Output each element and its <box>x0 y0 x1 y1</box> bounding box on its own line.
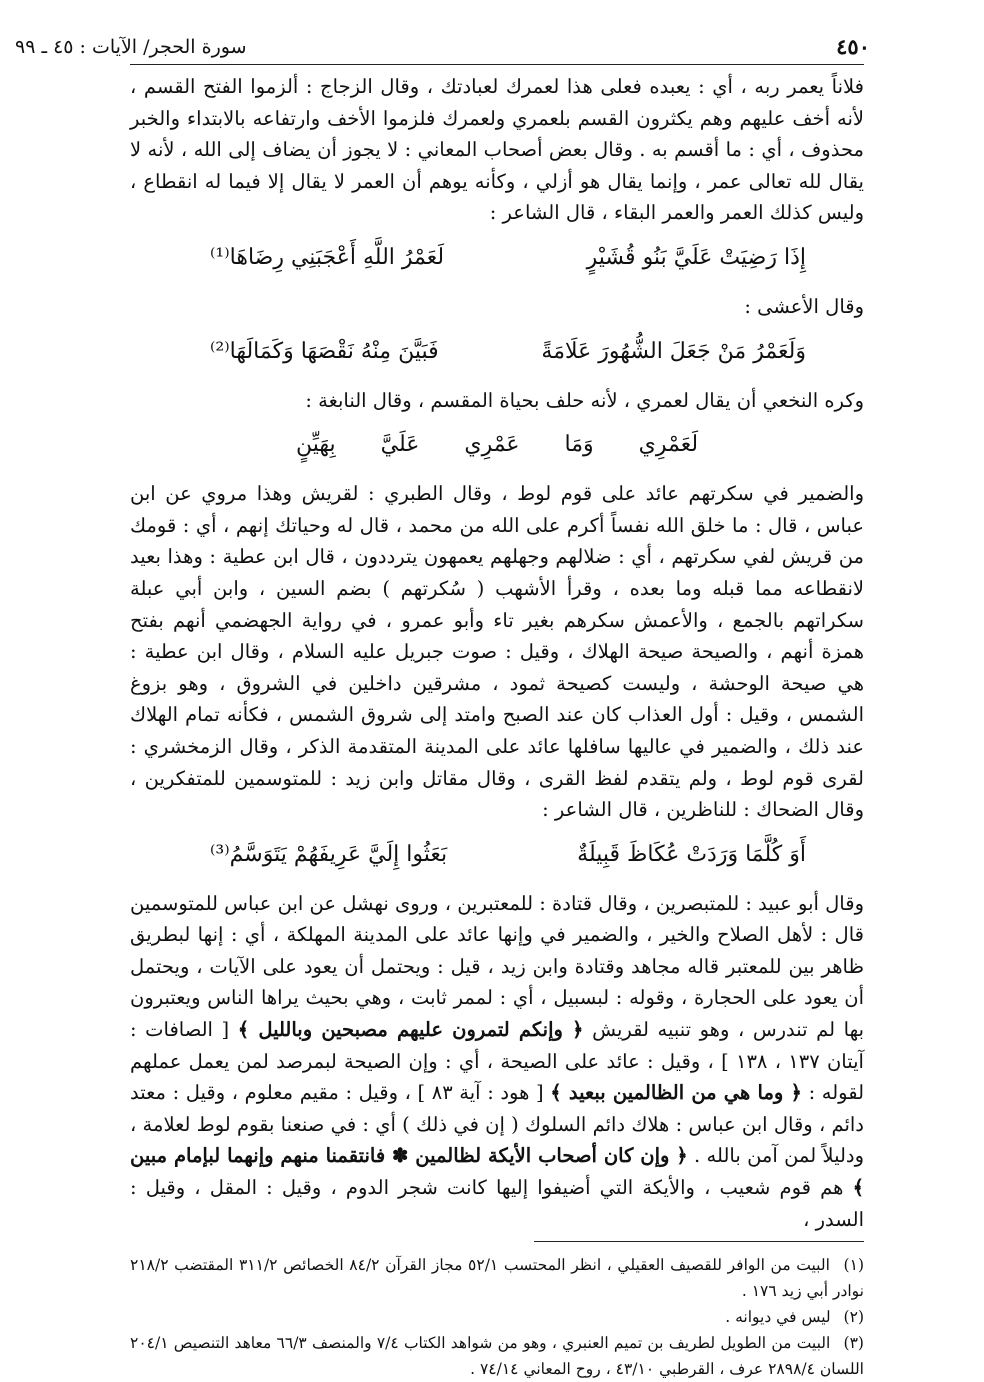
verse-1-first-hemistich: إِذَا رَضِيَتْ عَلَيَّ بَنُو قُشَيْرٍ <box>586 244 806 270</box>
footnote-2 <box>130 1304 864 1330</box>
verse-3-line: لَعَمْرِي وَمَا عَمْرِي عَلَيَّ بِهَيِّنٍ <box>295 432 699 458</box>
paragraph-5 <box>130 888 864 1236</box>
verse-4 <box>130 828 864 882</box>
verse-1-second-hemistich: لَعَمْرُ اللَّهِ أَعْجَبَنِي رِضَاهَا⁽¹⁾ <box>210 244 445 270</box>
quran-quote-1: ﴿ وإنكم لتمرون عليهم مصبحين وبالليل ﴾ <box>237 1018 584 1042</box>
footnote-2-text: ليس في ديوانه . <box>725 1308 831 1327</box>
quran-quote-2: ﴿ وما هي من الظالمين ببعيد ﴾ <box>550 1081 802 1105</box>
page-number: ٤٥٠ <box>836 34 870 59</box>
verse-2 <box>130 325 864 379</box>
header-title: سورة الحجر/ الآيات : ٤٥ ـ ٩٩ <box>15 36 247 58</box>
footnote-3-text: البيت من الطويل لطريف بن تميم العنبري ، وهو من شواهد الكتاب ٧/٤ والمنصف ٦٦/٣ معاهد التنصيص ٢٠٤/١ اللسان ٢٨٩٨/٤ عرف ، القرطبي ٤٣/١٠ ، روح المعاني ٧٤/١٤ . <box>130 1334 864 1379</box>
paragraph-5-part-a: وقال أبو عبيد : للمتبصرين ، وقال قتادة : للمعتبرين ، وروى نهشل عن ابن عباس للمتوسمين قال : لأهل الصلاح والخير ، والضمير في وإنها عائد على المدينة المهلكة ، أي : إنها لبطريق ظاهر بين للمعتبر قاله مجاهد وقتادة وابن زيد ، قيل : ويحتمل أن يعود على الآيات ، ويحتمل أن يعود على الحجارة ، وقوله : لبسبيل ، أي : لممر ثابت ، وهي بحيث يراها الناس ويعتبرون بها لم تندرس ، وهو تنبيه لقريش <box>130 891 864 1042</box>
verse-3 <box>130 418 864 472</box>
footnote-3-number: (٣) <box>843 1334 864 1353</box>
footnote-separator <box>534 1241 864 1242</box>
running-header <box>15 34 870 65</box>
verse-1 <box>130 231 864 285</box>
paragraph-5-part-d: هم قوم شعيب ، والأيكة التي أضيفوا إليها كانت شجر الدوم ، وقيل : المقل ، وقيل : السدر ، <box>130 1176 864 1231</box>
paragraph-5-part-c: [ هود : آية ٨٣ ] ، وقيل : مقيم معلوم ، وقيل : معتد دائم ، وقال ابن عباس : هلاك دائم السلوك ( إن في ذلك ) أي : في صنعنا بقوم لوط لعلامة ، ودليلاً لمن آمن بالله . <box>130 1081 864 1168</box>
verse-4-first-hemistich: أَوَ كُلَّمَا وَرَدَتْ عُكَاظَ قَبِيلَةٌ <box>577 841 806 867</box>
footnote-1 <box>130 1252 864 1304</box>
paragraph-1: فلاناً يعمر ربه ، أي : يعبده فعلى هذا لعمرك لعبادتك ، وقال الزجاج : ألزموا الفتح القسم ، لأنه أخف عليهم وهم يكثرون القسم بلعمري ولعمرك فلزموا الأخف وارتفاعه بالابتداء والخبر محذوف ، أي : ما أقسم به . وقال بعض أصحاب المعاني : لا يجوز أن يضاف إلى الله ، لأنه لا يقال لله تعالى عمر ، وإنما يقال هو أزلي ، وكأنه يوهم أن العمر لا يقال إلا فيما له انقطاع ، وليس كذلك العمر والعمر البقاء ، قال الشاعر : <box>130 75 864 225</box>
paragraph-5-part-b: [ الصافات : آيتان ١٣٧ ، ١٣٨ ] ، وقيل : عائد على الصيحة ، أي : وإن الصيحة لبمرصد لمن يعمل عملهم لقوله : <box>130 1018 865 1105</box>
verse-2-second-hemistich: فَبَيَّنَ مِنْهُ نَقْصَهَا وَكَمَالَهَا⁽²⁾ <box>210 338 439 364</box>
footnote-1-text: البيت من الوافر للقصيف العقيلي ، انظر المحتسب ٥٢/١ مجاز القرآن ٨٤/٢ الخصائص ٣١١/٢ المقتضب ٢١٨/٢ نوادر أبي زيد ١٧٦ . <box>130 1256 864 1301</box>
paragraph-4: والضمير في سكرتهم عائد على قوم لوط ، وقال الطبري : لقريش وهذا مروي عن ابن عباس ، قال : ما خلق الله نفساً أكرم على الله من محمد ، قال له وحياتك إنهم ، أي : قومك من قريش لفي سكرتهم ، أي : ضلالهم وجهلهم يعمهون يترددون ، قال ابن عطية : وهذا بعيد لانقطاعه مما قبله وما بعده ، وقرأ الأشهب ( سُكرتهم ) بضم السين ، وابن أبي عبلة سكراتهم بالجمع ، والأعمش سكرهم بغير تاء وأبو عمرو ، في رواية الجهضمي أنهم بفتح همزة أنهم ، والصيحة صيحة الهلاك ، وقيل : صوت جبريل عليه السلام ، وقال ابن عطية : هي صيحة الوحشة ، وليست كصيحة ثمود ، مشرقين داخلين في الشروق ، وهو بزوغ الشمس ، وقيل : أول العذاب كان عند الصبح وامتد إلى شروق الشمس ، فكأنه تمام الهلاك عند ذلك ، والضمير في عاليها سافلها عائد على المدينة المتقدمة الذكر ، وقال الزمخشري : لقرى قوم لوط ، ولم يتقدم لفظ القرى ، وقال مقاتل وابن زيد : للمتوسمين للمتفكرين ، وقال الضحاك : للناظرين ، قال الشاعر : <box>130 482 864 822</box>
quran-quote-3: ﴿ وإن كان أصحاب الأيكة لظالمين ✽ فانتقمنا منهم وإنهما لبإمام مبين ﴾ <box>130 1144 864 1200</box>
verse-4-second-hemistich: بَعَثُوا إِلَيَّ عَرِيفَهُمْ يَتَوَسَّمُ⁽³⁾ <box>210 841 448 867</box>
verse-2-first-hemistich: وَلَعَمْرُ مَنْ جَعَلَ الشُّهُورَ عَلَامَةً <box>541 338 806 364</box>
footnote-1-number: (١) <box>843 1256 864 1275</box>
footnote-3 <box>130 1330 864 1382</box>
footnote-2-number: (٢) <box>843 1308 864 1327</box>
paragraph-3: وكره النخعي أن يقال لعمري ، لأنه حلف بحياة المقسم ، وقال النابغة : <box>305 388 864 412</box>
paragraph-2: وقال الأعشى : <box>744 294 864 318</box>
